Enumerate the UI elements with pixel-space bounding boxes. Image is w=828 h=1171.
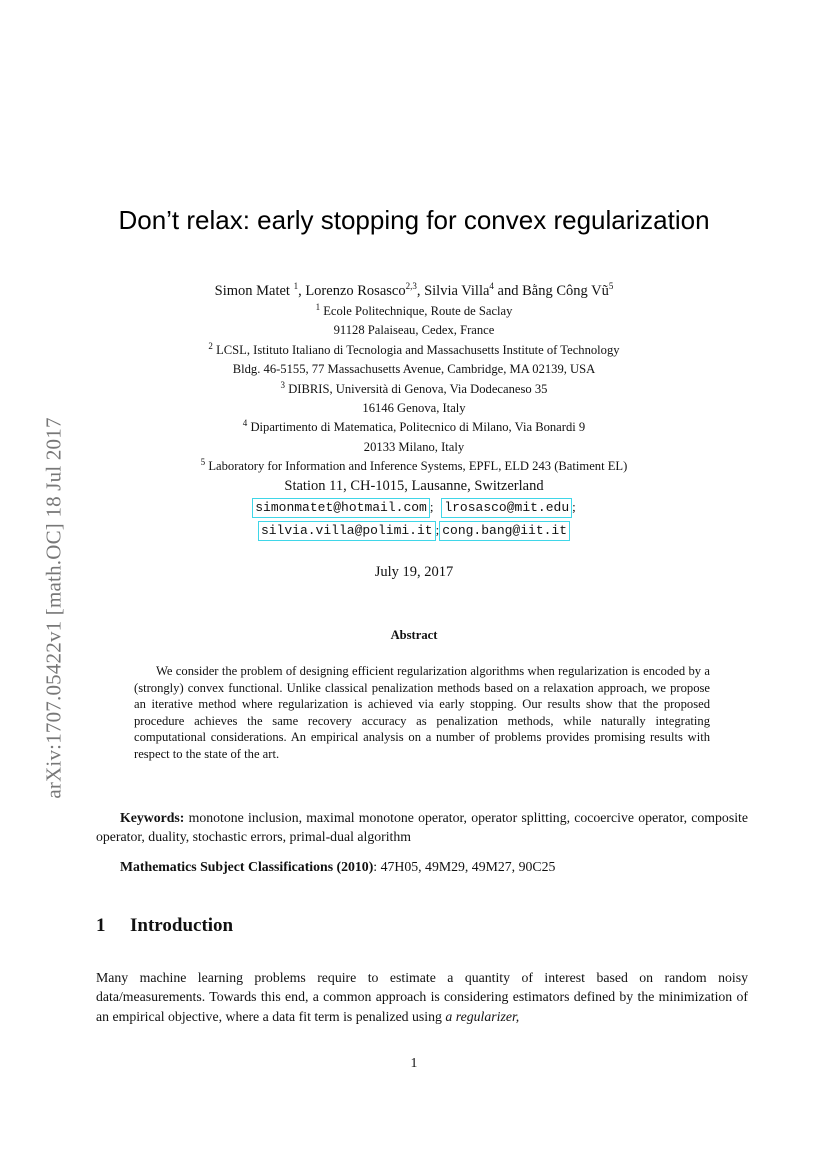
abstract-body: We consider the problem of designing efficient regularization algorithms when regularization is encoded by a (strongly) convex functional. Unlike classical penalization methods based on a relaxation approach, we propose an iterative method where regularization is achieved via early stopping. Our results show that the proposed procedure achieves the same recovery accuracy as penalization methods, while naturally integrating computational considerations. An empirical analysis on a number of problems provides promising results with respect to the state of the art. <box>134 664 710 761</box>
affiliation-text: 91128 Palaiseau, Cedex, France <box>333 323 495 338</box>
affiliation-text: DIBRIS, Università di Genova, Via Dodecaneso 35 <box>288 381 548 396</box>
author-conjunction: and <box>497 283 519 299</box>
paper-title: Don’t relax: early stopping for convex regularization <box>118 205 710 235</box>
section-number: 1 <box>96 915 106 936</box>
author-name: Lorenzo Rosasco <box>305 283 406 299</box>
keywords-text: monotone inclusion, maximal monotone operator, operator splitting, cocoercive operator, composite operator, duality, stochastic errors, primal-dual algorithm <box>96 810 748 844</box>
page-number: 1 <box>410 1055 418 1070</box>
affiliation-line <box>0 302 828 321</box>
affiliation-text: Station 11, CH-1015, Lausanne, Switzerland <box>284 477 544 494</box>
email-separator: ; <box>435 521 440 537</box>
affiliation-line <box>0 321 828 340</box>
affil-mark: 3 <box>280 379 286 390</box>
affiliation-line <box>0 360 828 379</box>
paper-date: July 19, 2017 <box>374 564 454 580</box>
email-link-vu[interactable]: cong.bang@iit.it <box>439 521 570 541</box>
email-row <box>0 496 828 519</box>
author-list: Simon Matet $^1$, Lorenzo Rosasco$^{2,3}$, Silvia Villa$^4$ and Bằng Công $Vũ^5$ <box>214 281 614 299</box>
msc-label: Mathematics Subject Classifications (2010) <box>120 859 374 874</box>
section-title: Introduction <box>130 915 234 936</box>
affiliation-line <box>0 341 828 360</box>
affiliation-line <box>0 380 828 399</box>
arxiv-sidebar-stamp: arXiv:1707.05422v1 [math.OC] 18 Jul 2017 <box>41 417 66 799</box>
author-affil-mark: 1 <box>293 281 299 292</box>
author-affil-mark: 2,3 <box>405 281 417 292</box>
affiliation-text: 16146 Genova, Italy <box>362 401 466 416</box>
msc-line <box>120 859 555 875</box>
author-name: Silvia Villa <box>424 283 490 299</box>
affiliation-text: Dipartimento di Matematica, Politecnico di Milano, Via Bonardi 9 <box>250 420 586 435</box>
section-heading <box>96 915 233 937</box>
author-affil-mark: 4 <box>489 281 494 292</box>
keywords-paragraph <box>96 808 748 846</box>
affiliation-line <box>0 418 828 437</box>
affiliation-block <box>0 302 828 542</box>
email-row <box>0 519 828 542</box>
affil-mark: 1 <box>315 301 321 312</box>
affiliation-text: LCSL, Istituto Italiano di Tecnologia and Massachusetts Institute of Technology <box>216 342 620 357</box>
author-name: Simon Matet <box>214 283 290 299</box>
intro-emphasis: a regularizer, <box>445 1008 520 1024</box>
author-name: Bằng Công Vũ <box>522 283 609 299</box>
affil-mark: 2 <box>208 340 213 351</box>
affiliation-line <box>0 477 828 496</box>
affiliation-text: 20133 Milano, Italy <box>363 439 465 454</box>
affiliation-line <box>0 399 828 418</box>
affiliation-line <box>0 438 828 457</box>
affiliation-line <box>0 457 828 476</box>
affiliation-text: Laboratory for Information and Inference Systems, EPFL, ELD 243 (Batiment EL) <box>208 459 628 474</box>
intro-text: Many machine learning problems require to estimate a quantity of interest based on random noisy data/measurements. Towards this end, a common approach is considering estimators defined by the minimization of an empirical objective, where a data fit term is penalized using <box>96 970 748 1024</box>
affil-mark: 4 <box>242 418 248 429</box>
email-link-rosasco[interactable]: lrosasco@mit.edu <box>441 498 572 518</box>
affiliation-text: Bldg. 46-5155, 77 Massachusetts Avenue, Cambridge, MA 02139, USA <box>232 362 596 377</box>
email-separator: ; <box>429 498 434 514</box>
keywords-label: Keywords: <box>120 810 185 825</box>
affil-mark: 5 <box>200 457 206 468</box>
msc-colon: : <box>373 859 378 874</box>
author-affil-mark: 5 <box>608 281 614 292</box>
msc-codes: 47H05, 49M29, 49M27, 90C25 <box>380 859 556 874</box>
email-link-villa[interactable]: silvia.villa@polimi.it <box>258 521 436 541</box>
abstract-heading: Abstract <box>390 628 438 642</box>
affiliation-text: Ecole Politechnique, Route de Saclay <box>323 304 513 318</box>
intro-paragraph <box>96 968 748 1026</box>
email-link-matet[interactable]: simonmatet@hotmail.com <box>252 498 430 518</box>
email-separator: ; <box>572 498 576 514</box>
